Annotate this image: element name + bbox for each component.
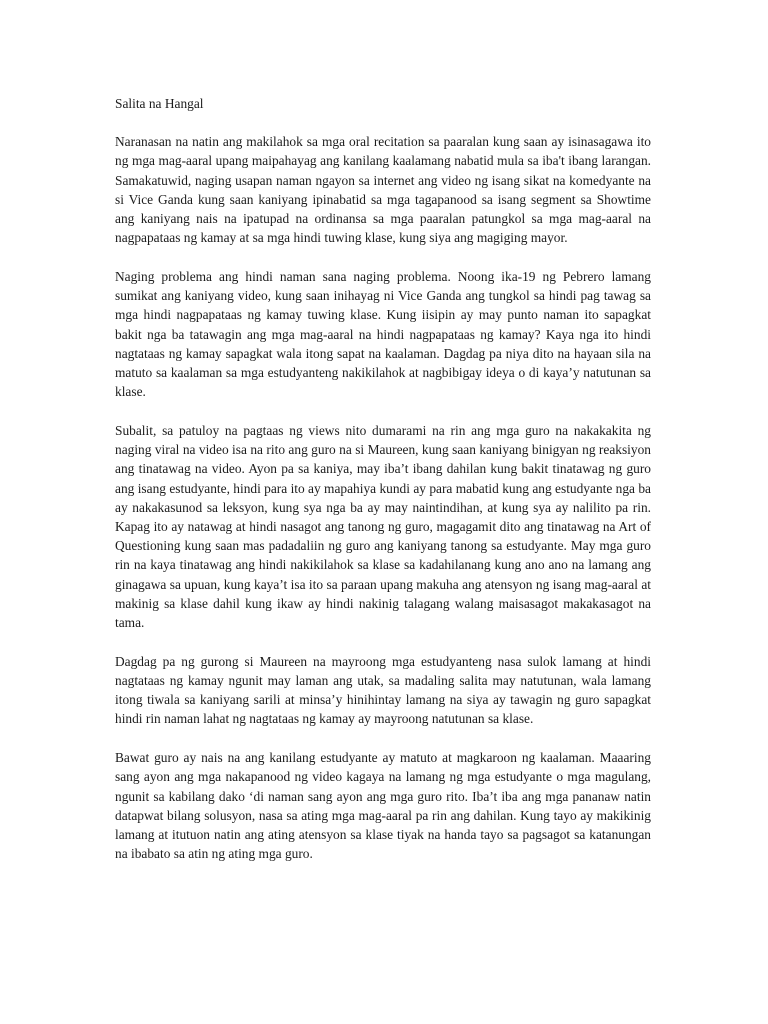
paragraph-4: Dagdag pa ng gurong si Maureen na mayroong mga estudyanteng nasa sulok lamang at hindi nagtataas ng kamay ngunit may laman ang utak, sa madaling salita may natutunan, wala lamang itong tiwala sa kaniyang sarili at minsa’y hinihintay lamang na siya ay tawagin ng guro sapagkat hindi rin naman lahat ng nagtataas ng kamay ay mayroong natutunan sa klase. bbox=[115, 653, 651, 727]
paragraph-1: Naranasan na natin ang makilahok sa mga oral recitation sa paaralan kung saan ay isinasagawa ito ng mga mag-aaral upang maipahayag ang kanilang kaalamang nabatid mula sa iba't ibang larangan. Samakatuwid, naging usapan naman ngayon sa internet ang video ng isang sikat na komedyante na si Vice Ganda kung saan kaniyang ipinabatid sa mga tagapanood sa isang segment sa Showtime ang kaniyang nais na ipatupad na ordinansa sa mga paaralan patungkol sa mga mag-aaral na nagpapataas ng kamay at sa mga hindi tuwing klase, kung siya ang magiging mayor. bbox=[115, 134, 651, 246]
paragraph-3: Subalit, sa patuloy na pagtaas ng views nito dumarami na rin ang mga guro na nakakakita ng naging viral na video isa na rito ang guro na si Maureen, kung saan kaniyang binigyan ng reaksiyon ang tinatawag na video. Ayon pa sa kaniya, may iba’t ibang dahilan kung bakit tinatawag ng guro ang isang estudyante, hindi para ito ay mapahiya kundi ay para mabatid kung ang estudyante nga ba ay nakakasunod sa leksyon, kung sya nga ba ay may naintindihan, at kung sya ay nalilito pa rin. Kapag ito ay natawag at hindi nasagot ang tanong ng guro, magagamit dito ang tinatawag na Art of Questioning kung saan mas padadaliin ng guro ang kaniyang tanong sa estudyante. May mga guro rin na kaya tinatawag ang hindi nakikilahok sa klase sa kadahilanang kung ano ano na lamang ang ginagawa sa upuan, kung kaya’t isa ito sa paraan upang makuha ang atensyon ng isang mag-aaral at makinig sa klase dahil kung ikaw ay hindi nakinig talagang walang maisasagot makakasagot na tama. bbox=[115, 423, 651, 631]
document-body bbox=[115, 94, 651, 883]
document-title: Salita na Hangal bbox=[115, 96, 204, 111]
paragraph-5: Bawat guro ay nais na ang kanilang estudyante ay matuto at magkaroon ng kaalaman. Maaaring sang ayon ang mga nakapanood ng video kagaya na lamang ng mga estudyante o mga magulang, ngunit sa kabilang dako ‘di naman sang ayon ang mga guro rito. Iba’t iba ang mga pananaw natin datapwat bilang solusyon, nasa sa ating mga mag-aaral pa rin ang dahilan. Kung tayo ay makikinig lamang at itutuon natin ang ating atensyon sa klase tiyak na handa tayo sa pagsagot sa katanungan na ibabato sa atin ng ating mga guro. bbox=[115, 750, 651, 862]
paragraph-2: Naging problema ang hindi naman sana naging problema. Noong ika-19 ng Pebrero lamang sumikat ang kaniyang video, kung saan inihayag ni Vice Ganda ang tungkol sa hindi pag tawag sa mga hindi nagpapataas ng kamay tuwing klase. Kung iisipin ay may punto naman ito sapagkat bakit nga ba tatawagin ang mga mag-aaral na hindi nagpapataas ng kamay? Kaya nga ito hindi nagtataas ng kamay sapagkat wala itong sapat na kaalaman. Dagdag pa niya dito na hayaan sila na matuto sa kaalaman sa mga estudyanteng nakikilahok at nagbibigay ideya o di kaya’y natutunan sa klase. bbox=[115, 269, 651, 400]
